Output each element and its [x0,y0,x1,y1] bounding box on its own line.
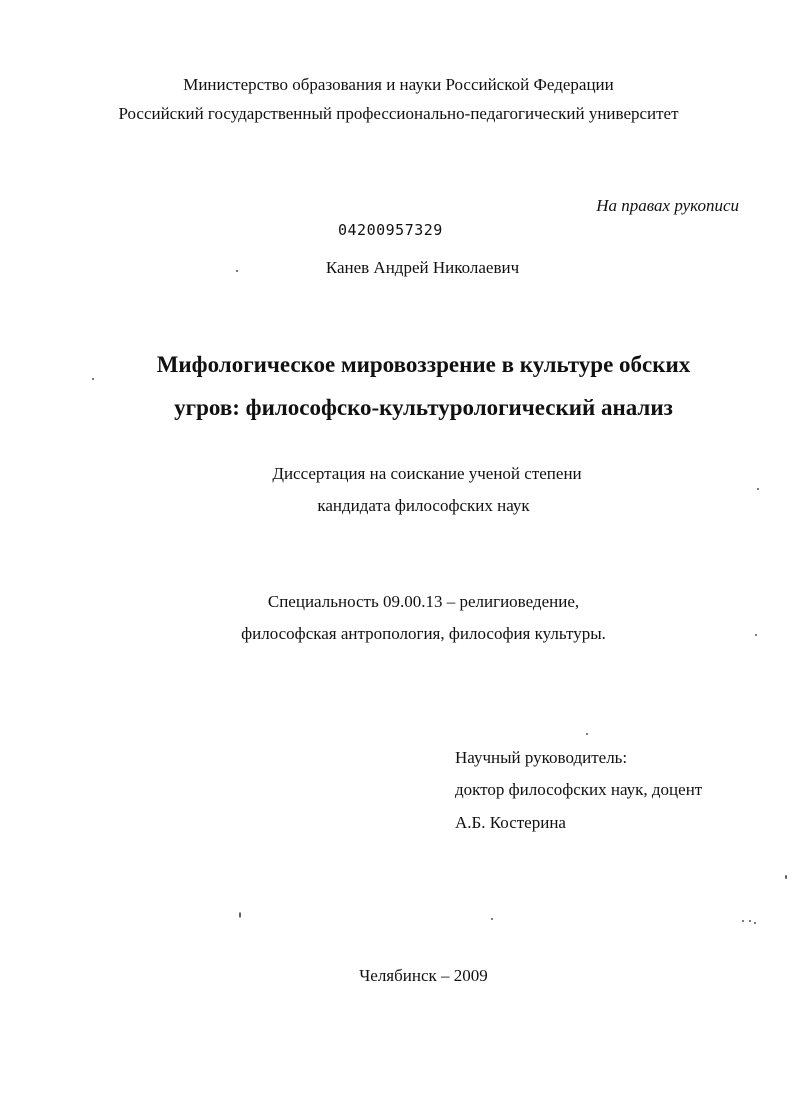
rights-note: На правах рукописи [596,196,739,215]
supervisor-label: Научный руководитель: [455,748,628,767]
scan-speck [749,920,751,922]
author-name: Канев Андрей Николаевич [325,258,520,277]
specialty-line-1: Специальность 09.00.13 – религиоведение, [267,592,580,611]
registration-code: 04200957329 [338,221,443,239]
dissertation-title-line-2: угров: философско-культурологический анализ [174,395,673,420]
ministry-name: Министерство образования и науки Российской Федерации [183,75,614,94]
scan-speck [742,920,744,922]
scan-speck [755,634,757,636]
scan-speck [754,922,756,924]
supervisor-degree: доктор философских наук, доцент [455,780,703,799]
scan-speck [491,918,493,920]
degree-line-2: кандидата философских наук [317,496,530,515]
specialty-line-2: философская антропология, философия культуры. [241,624,606,643]
dissertation-title-line-1: Мифологическое мировоззрение в культуре обских [156,352,691,377]
university-name: Российский государственный профессионально-педагогический университет [118,104,679,123]
scan-speck [239,912,241,918]
supervisor-name: А.Б. Костерина [455,813,566,832]
degree-line-1: Диссертация на соискание ученой степени [272,464,582,483]
scan-speck [586,733,588,735]
scan-speck [92,378,94,380]
place-and-year: Челябинск – 2009 [359,966,488,985]
scan-speck [785,875,787,879]
scan-speck [757,488,759,490]
scan-speck [236,270,238,272]
